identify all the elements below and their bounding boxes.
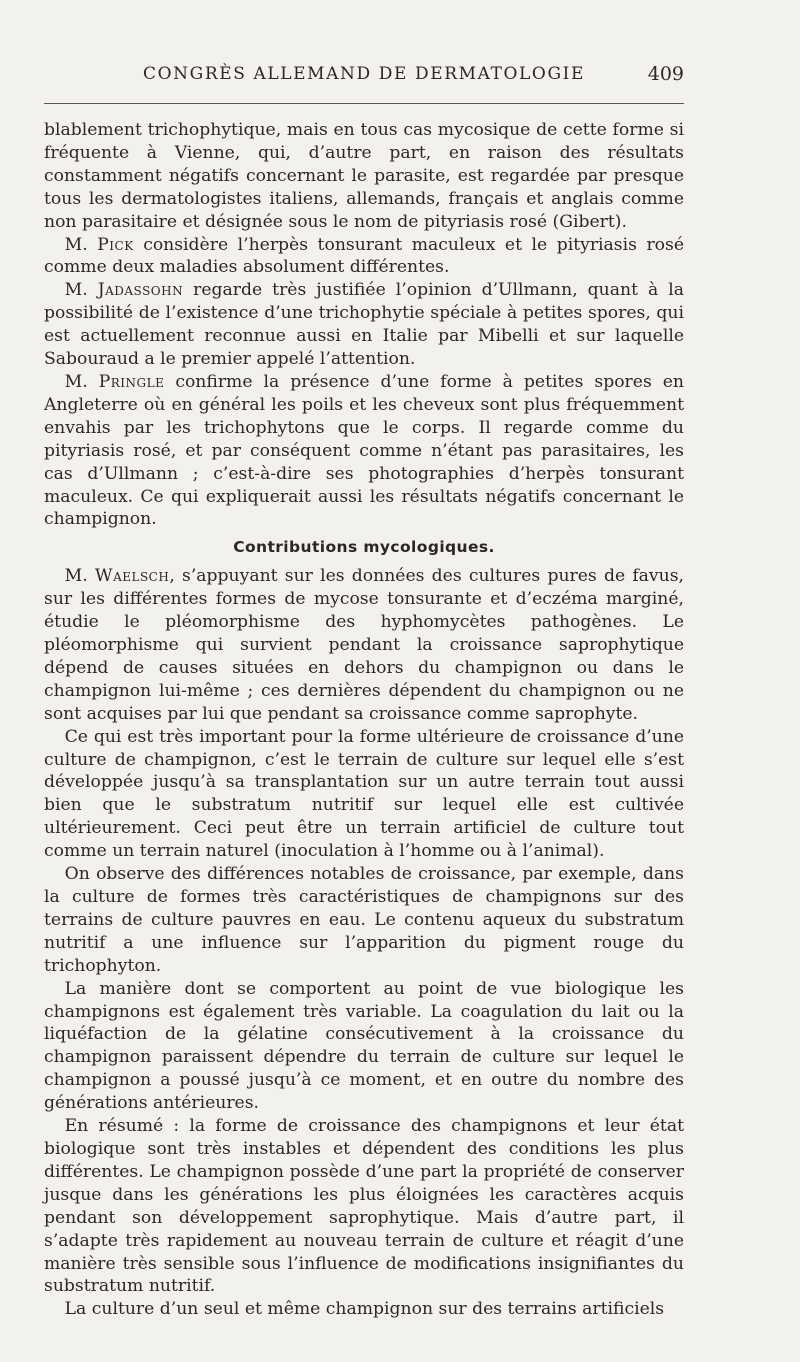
running-head: CONGRÈS ALLEMAND DE DERMATOLOGIE — [143, 64, 585, 84]
paragraph: La manière dont se comportent au point de vue biologique les champignons est également très variable. La coagulation du lait ou la liquéfaction de la gélatine consécutivement à la croissance du champignon paraissent dépendre du terrain de culture sur lequel le champignon a poussé jusqu’à ce moment, et en outre du nombre des générations antérieures. — [44, 978, 684, 1114]
paragraph: Ce qui est très important pour la forme ultérieure de croissance d’une culture de champignon, c’est le terrain de culture sur lequel elle s’est développée jusqu’à sa transplantation sur un autre terrain tout aussi bien que le substratum nutritif sur lequel elle est cultivée ultérieurement. Ceci peut être un terrain artificiel de culture tout comme un terrain naturel (inoculation à l’homme ou à l’animal). — [44, 726, 684, 862]
paragraph: M. Jadassohn regarde très justifiée l’opinion d’Ullmann, quant à la possibilité de l’existence d’une trichophytie spéciale à petites spores, qui est actuellement reconnue aussi en Italie par Mibelli et sur laquelle Sabouraud a le premier appelé l’attention. — [44, 280, 685, 370]
paragraph: En résumé : la forme de croissance des champignons et leur état biologique sont très instables et dépendent des conditions les plus différentes. Le champignon possède d’une part la propriété de conserver jusque dans les générations les plus éloignées les caractères acquis pendant son développement saprophytique. Mais d’autre part, il s’adapte très rapidement au nouveau terrain de culture et réagit d’une manière très sensible sous l’influence de modifications insignifiantes du substratum nutritif. — [44, 1116, 684, 1297]
speaker-name: Pringle — [98, 371, 165, 392]
speaker-name: Jadassohn — [97, 280, 184, 301]
section-heading: Contributions mycologiques. — [233, 538, 495, 557]
page-header — [44, 60, 684, 94]
paragraph: blablement trichophytique, mais en tous cas mycosique de cette forme si fréquente à Vienne, qui, d’autre part, en raison des résultats constamment négatifs concernant le parasite, est regardée par presque tous les dermatologistes italiens, allemands, français et anglais comme non parasitaire et désignée sous le nom de pityriasis rosé (Gibert). — [44, 120, 684, 232]
page-number: 409 — [647, 63, 684, 85]
header-rule — [44, 103, 684, 104]
paragraph: M. Pringle confirme la présence d’une forme à petites spores en Angleterre où en général les poils et les cheveux sont plus fréquemment envahis par les trichophytons que le corps. Il regarde comme du pityriasis rosé, et par conséquent comme n’étant pas parasitaires, les cas d’Ullmann ; c’est-à-dire ses photographies d’herpès tonsurant maculeux. Ce qui expliquerait aussi les résultats négatifs concernant le champignon. — [44, 371, 684, 530]
body-text — [44, 119, 684, 1321]
paragraph: On observe des différences notables de croissance, par exemple, dans la culture de formes très caractéristiques de champignons sur des terrains de culture pauvres en eau. Le contenu aqueux du substratum nutritif a une influence sur l’apparition du pigment rouge du trichophyton. — [44, 864, 684, 976]
paragraph: La culture d’un seul et même champignon sur des terrains artificiels — [64, 1299, 665, 1320]
paragraph: M. Waelsch, s’appuyant sur les données des cultures pures de favus, sur les différentes formes de mycose tonsurante et d’eczéma marginé, étudie le pléomorphisme des hyphomycètes pathogènes. Le pléomorphisme qui survient pendant la croissance saprophytique dépend de causes situées en dehors du champignon ou dans le champignon lui-même ; ces dernières dépendent du champignon ou ne sont acquises par lui que pendant sa croissance comme saprophyte. — [44, 566, 684, 724]
speaker-name: Pick — [97, 234, 134, 255]
speaker-name: Waelsch — [94, 566, 170, 587]
paragraph: M. Pick considère l’herpès tonsurant maculeux et le pityriasis rosé comme deux maladies absolument différentes. — [44, 234, 684, 278]
